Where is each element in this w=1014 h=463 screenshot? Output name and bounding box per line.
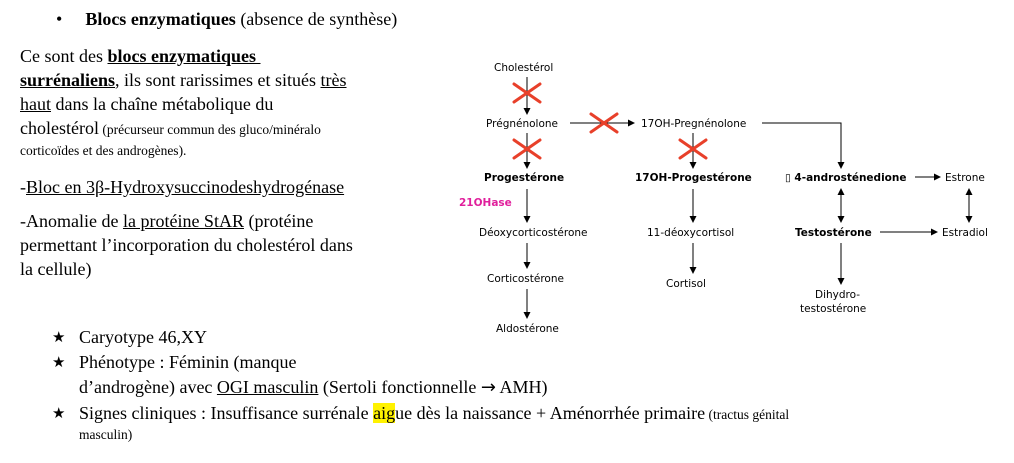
bullet-phenotype-line2	[79, 376, 547, 399]
bloc-text: Bloc en 3β-Hydroxysuccinodeshydrogénase	[26, 177, 345, 197]
arrow-17ohpreg-androst	[762, 123, 841, 168]
signs-highlight: aig	[373, 403, 396, 423]
phenotype-ogi: OGI masculin	[216, 377, 319, 397]
signs-text: Signes cliniques : Insuffisance surrénale	[79, 403, 374, 423]
star-line-3: la cellule)	[20, 259, 92, 279]
intro-text: Ce sont des	[20, 46, 108, 66]
node-testosterone: Testostérone	[795, 227, 872, 239]
node-aldosterone: Aldostérone	[496, 323, 559, 335]
node-estrone: Estrone	[945, 172, 985, 184]
enzyme-21ohase: 21OHase	[459, 197, 512, 209]
node-dht-line1: Dihydro-	[815, 289, 861, 301]
node-dht-line2: testostérone	[800, 303, 867, 315]
star-icon: ★	[52, 353, 66, 371]
bloc-dash: -	[20, 177, 26, 197]
signs-small: (tractus génital	[705, 407, 790, 422]
node-17oh-progesterone: 17OH-Progestérone	[635, 172, 752, 184]
intro-text-3: dans la chaîne métabolique du	[51, 94, 274, 114]
star-protein-link: la protéine StAR	[122, 211, 244, 231]
signs-text-2: ue dès la naissance + Aménorrhée primaire	[395, 403, 706, 423]
node-androstenedione: ▯ 4-androsténedione	[785, 172, 907, 184]
intro-text-4: cholestérol	[20, 118, 99, 138]
node-17oh-pregnenolone: 17OH-Pregnénolone	[641, 118, 747, 130]
right-arrow-icon: →	[480, 377, 496, 398]
star-line-2: permettant l’incorporation du cholestérol dans	[20, 235, 353, 255]
bullet-karyotype: Caryotype 46,XY	[79, 327, 207, 347]
intro-underlined: très	[320, 70, 347, 90]
intro-underlined-2: haut	[20, 94, 51, 114]
phenotype-sertoli: (Sertoli fonctionnelle	[318, 377, 481, 397]
star-icon: ★	[52, 328, 66, 346]
heading-bullet: •	[56, 9, 63, 29]
heading-rest: (absence de synthèse)	[235, 9, 398, 29]
node-deoxycorticosterone: Déoxycorticostérone	[479, 227, 588, 239]
intro-line-5: corticoïdes et des androgènes).	[20, 143, 187, 158]
star-icon: ★	[52, 404, 66, 422]
bullet-phenotype-line1: Phénotype : Féminin (manque	[79, 352, 297, 372]
intro-bold-underlined: blocs enzymatiques	[107, 46, 256, 66]
heading-bold: Blocs enzymatiques	[85, 9, 236, 29]
intro-bold-underlined-2: surrénaliens	[20, 70, 116, 90]
star-text-b: (protéine	[243, 211, 314, 231]
intro-small: (précurseur commun des gluco/minéralo	[98, 122, 321, 137]
node-cortisol: Cortisol	[666, 278, 706, 290]
node-progesterone: Progestérone	[484, 172, 565, 184]
bullet-signs-line2: masculin)	[79, 427, 133, 442]
phenotype-amh: AMH)	[495, 377, 548, 397]
node-pregnenolone: Prégnénolone	[486, 118, 559, 130]
star-text-a: -Anomalie de	[20, 211, 123, 231]
node-corticosterone: Corticostérone	[487, 273, 564, 285]
node-cholesterol: Cholestérol	[494, 62, 554, 74]
node-estradiol: Estradiol	[942, 227, 988, 239]
phenotype-text: d’androgène) avec	[79, 377, 217, 397]
bullet-signs-line1	[79, 402, 789, 424]
node-11-deoxycortisol: 11-déoxycortisol	[647, 227, 735, 239]
intro-text-2: , ils sont rarissimes et situés	[115, 70, 321, 90]
